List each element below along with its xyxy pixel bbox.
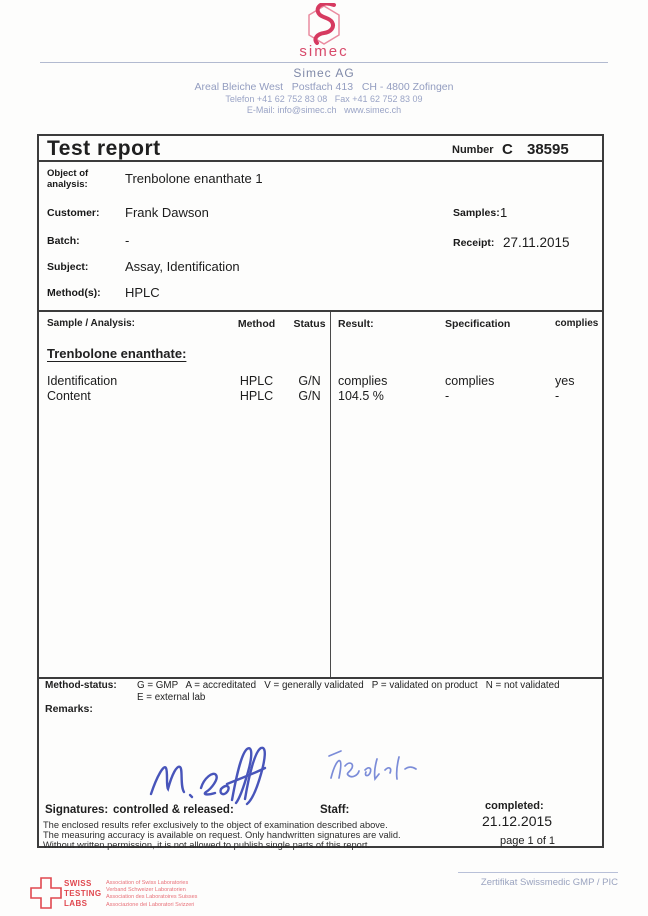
report-number-prefix: C: [502, 141, 513, 158]
remarks-label: Remarks:: [45, 703, 93, 715]
company-name: Simec AG: [293, 66, 355, 80]
phone-fax-line: Telefon +41 62 752 83 08 Fax +41 62 752 83 09: [225, 94, 423, 104]
staff-label: Staff:: [320, 804, 350, 816]
samples-value: 1: [500, 205, 508, 220]
association-line: Association des Laboratoires Suisses: [106, 894, 198, 901]
batch-label: Batch:: [47, 235, 80, 247]
disclaimer-line: Without written permission, it is not allowed to publish single parts of this report.: [43, 840, 371, 850]
cell-status: G/N: [298, 374, 321, 388]
email-web-line: E-Mail: info@simec.ch www.simec.ch: [246, 105, 402, 115]
certificate-divider: [458, 872, 618, 873]
method-status-label: Method-status:: [45, 680, 117, 691]
association-line: Associazione dei Laboratori Svizzeri: [106, 901, 195, 908]
title-row: [39, 136, 602, 162]
samples-label: Samples:: [453, 207, 500, 219]
col-sample-analysis: Sample / Analysis:: [47, 318, 135, 329]
cell-complies: yes: [555, 374, 575, 388]
cell-specification: -: [445, 389, 450, 403]
report-box: [37, 134, 604, 848]
association-line: Verband Schweizer Laboratorien: [106, 887, 186, 894]
col-status: Status: [293, 318, 326, 330]
controlled-released-label: controlled & released:: [113, 804, 234, 816]
subject-value: Assay, Identification: [125, 259, 240, 274]
cell-specification: complies: [445, 374, 495, 388]
col-specification: Specification: [445, 318, 511, 330]
signatures-label: Signatures:: [45, 804, 109, 816]
method-status-legend-line1: G = GMP A = accreditated V = generally validated P = validated on product N = not validated: [137, 680, 560, 691]
col-complies: complies: [555, 318, 599, 329]
column-divider: [330, 312, 331, 679]
page-title: Test report: [47, 137, 161, 160]
receipt-label: Receipt:: [453, 237, 495, 249]
controlled-signature-icon: [151, 748, 265, 804]
col-result: Result:: [338, 318, 374, 330]
letterhead-divider: [40, 62, 608, 63]
certificate-text: Zertifikat Swissmedic GMP / PIC: [480, 877, 618, 888]
staff-signature-icon: [329, 751, 416, 779]
object-of-analysis-label: Object of analysis:: [47, 168, 89, 190]
cell-result: complies: [338, 374, 388, 388]
swiss-cross-icon: [26, 876, 64, 912]
association-line: Association of Swiss Laboratories: [106, 880, 189, 886]
receipt-value: 27.11.2015: [503, 235, 570, 250]
cell-result: 104.5 %: [338, 389, 384, 403]
report-number-label: Number: [452, 144, 494, 156]
disclaimer-line: The enclosed results refer exclusively to the object of examination described above.: [43, 820, 388, 830]
table-header-row: [39, 318, 606, 330]
handwritten-signatures: [129, 742, 429, 806]
col-method: Method: [237, 318, 276, 330]
customer-value: Frank Dawson: [125, 205, 209, 220]
results-table: [39, 310, 602, 677]
simec-wordmark: simec: [299, 43, 349, 60]
page-number: page 1 of 1: [500, 835, 556, 847]
swiss-testing-labs-wordmark: SWISS TESTING LABS: [64, 879, 102, 908]
completed-label: completed:: [485, 800, 544, 812]
customer-label: Customer:: [47, 207, 100, 219]
cell-analysis: Identification: [47, 374, 118, 388]
simec-logo-icon: [289, 3, 359, 45]
cell-status: G/N: [298, 389, 321, 403]
table-row: [39, 389, 606, 403]
methods-value: HPLC: [125, 285, 160, 300]
association-lines: [106, 880, 197, 909]
batch-value: -: [125, 233, 130, 248]
method-status-legend-line2: E = external lab: [137, 692, 206, 703]
completed-date: 21.12.2015: [482, 813, 553, 829]
report-number-value: 38595: [527, 141, 569, 158]
cell-complies: -: [555, 389, 560, 403]
address-line: Areal Bleiche West Postfach 413 CH - 4800 Zofingen: [194, 81, 454, 93]
methods-label: Method(s):: [47, 287, 101, 299]
object-of-analysis-value: Trenbolone enanthate 1: [125, 171, 263, 186]
subject-label: Subject:: [47, 261, 89, 273]
cell-method: HPLC: [239, 374, 274, 388]
disclaimer-line: The measuring accuracy is available on request. Only handwritten signatures are valid.: [43, 830, 401, 840]
sample-group-title: Trenbolone enanthate:: [47, 346, 187, 361]
cell-method: HPLC: [239, 389, 274, 403]
table-row: [39, 374, 606, 388]
cell-analysis: Content: [47, 389, 91, 403]
